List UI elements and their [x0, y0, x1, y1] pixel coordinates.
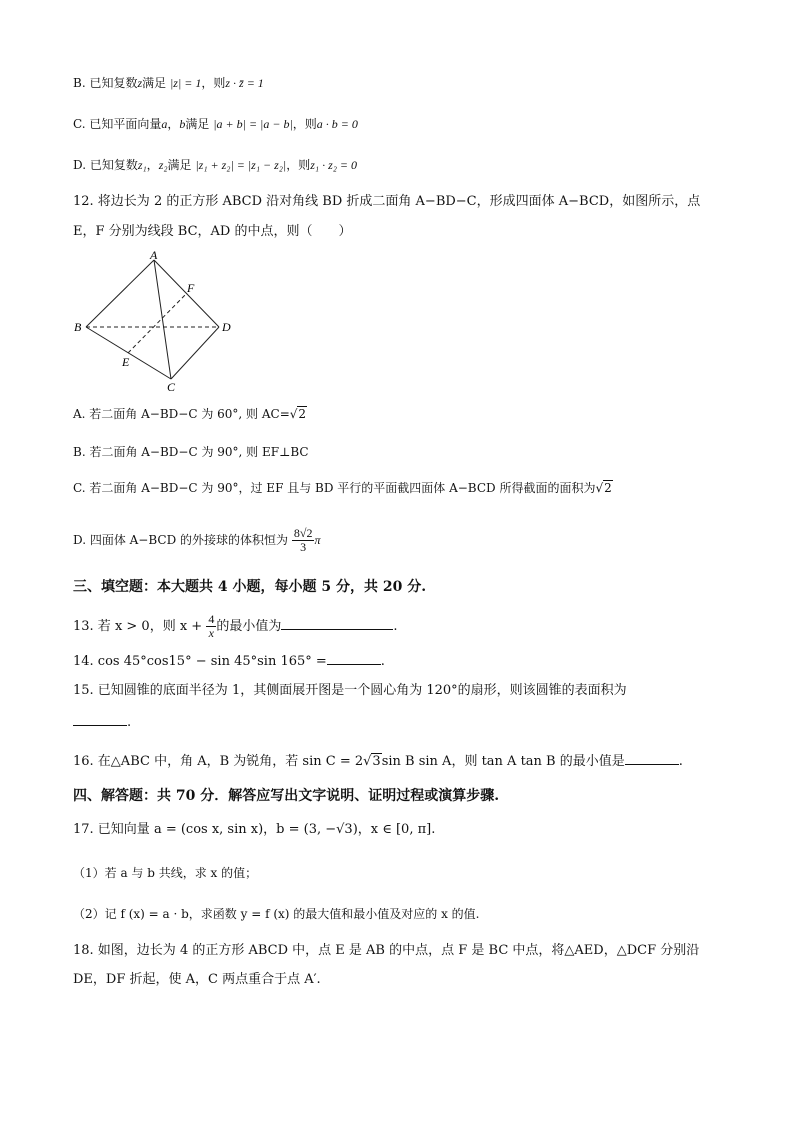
- q12d-text: D. 四面体 A−BCD 的外接球的体积恒为: [73, 533, 289, 547]
- label-d: D: [222, 320, 231, 334]
- q12a-text: A. 若二面角 A−BD−C 为 60°, 则 AC=: [73, 407, 290, 421]
- q11b-mid: 满足: [142, 76, 167, 90]
- q11d-z2: z₂: [158, 158, 168, 172]
- q12d-pi: π: [314, 533, 321, 547]
- label-f: F: [187, 281, 195, 295]
- q15-line2: [73, 711, 131, 732]
- sqrt-symbol: √: [595, 481, 604, 495]
- q11c-condition: |a + b| = |a − b|: [213, 117, 293, 131]
- q11c-mid: 满足: [185, 117, 210, 131]
- q13-fraction: [206, 613, 216, 640]
- q13-pre: 13. 若 x > 0，则 x +: [73, 619, 203, 634]
- label-b: B: [74, 320, 82, 334]
- q12-tetrahedron-figure: [70, 250, 240, 395]
- q13-end: .: [393, 619, 398, 634]
- q13-post: 的最小值为: [216, 619, 282, 634]
- q12c-text: C. 若二面角 A−BD−C 为 90°，过 EF 且与 BD 平行的平面截四面体 A−BCD 所得截面的面积为: [73, 481, 596, 495]
- q14-end: .: [380, 654, 385, 669]
- q12-stem-line2: E，F 分别为线段 BC，AD 的中点，则（ ）: [73, 224, 352, 239]
- q18-line2: DE，DF 折起，使 A，C 两点重合于点 A′.: [73, 972, 321, 987]
- q12-option-a: [73, 405, 307, 423]
- q16-pre: 16. 在△ABC 中，角 A，B 为锐角，若 sin C = 2: [73, 754, 364, 769]
- edge-cd: [171, 327, 219, 379]
- q14-answer-blank[interactable]: [327, 650, 381, 665]
- q17-stem: 17. 已知向量 a = (cos x, sin x)，b = (3, −√3)，x ∈ [0, π].: [73, 822, 436, 837]
- q15-line1: 15. 已知圆锥的底面半径为 1，其侧面展开图是一个圆心角为 120°的扇形，则该圆锥的表面积为: [73, 683, 627, 698]
- q11b-var: z: [137, 76, 143, 90]
- q13: [73, 613, 398, 640]
- q11c-vector-b: b: [179, 117, 186, 131]
- q11b-then: ，则: [201, 76, 226, 90]
- q12-option-b: B. 若二面角 A−BD−C 为 90°, 则 EF⊥BC: [73, 445, 309, 459]
- segment-ef-hidden: [128, 293, 187, 353]
- q15-answer-blank[interactable]: [73, 711, 127, 726]
- q11c-then: ，则: [292, 117, 317, 131]
- q11c-vector-a: a: [161, 117, 168, 131]
- q11c-conclusion: a · b = 0: [316, 117, 358, 131]
- edge-ac: [154, 260, 171, 379]
- sqrt-symbol: √: [363, 754, 372, 769]
- q11b-condition: |z| = 1: [169, 76, 202, 90]
- q12d-denominator: 3: [300, 540, 307, 554]
- q16-mid: sin B sin A，则 tan A tan B 的最小值是: [381, 754, 625, 769]
- q17-part1: （1）若 a 与 b 共线，求 x 的值；: [73, 866, 258, 880]
- q11d-condition: |z₁ + z₂| = |z₁ − z₂|: [195, 158, 287, 172]
- q11-option-c: [73, 115, 358, 133]
- q14-text: 14. cos 45°cos15° − sin 45°sin 165° =: [73, 654, 327, 669]
- q12a-sqrt-value: 2: [298, 407, 307, 421]
- q11d-then: ，则: [286, 158, 311, 172]
- label-a: A: [150, 250, 158, 262]
- q12-option-d: [73, 527, 320, 554]
- q11-option-b: [73, 74, 264, 92]
- section-4-heading: 四、解答题：共 70 分．解答应写出文字说明、证明过程或演算步骤.: [73, 788, 500, 804]
- q12c-sqrt-value: 2: [604, 481, 612, 495]
- q12-stem-line1: 12. 将边长为 2 的正方形 ABCD 沿对角线 BD 折成二面角 A−BD−C，形成四面体 A−BCD，如图所示，点: [73, 194, 701, 209]
- q11d-conclusion: z₁ · z₂ = 0: [310, 158, 358, 172]
- q11d-sep: ，: [146, 158, 159, 172]
- q11b-prefix: B. 已知复数: [73, 76, 138, 90]
- q17-part2: （2）记 f (x) = a · b，求函数 y = f (x) 的最大值和最小值及对应的 x 的值.: [73, 907, 480, 921]
- q12d-numerator: 8√2: [293, 526, 313, 540]
- q13-numerator: 4: [208, 612, 215, 626]
- q14: [73, 650, 385, 671]
- edge-ab: [86, 260, 154, 327]
- q16-sqrt-value: 3: [372, 754, 381, 769]
- q15-end: .: [127, 715, 132, 730]
- q16: [73, 750, 683, 771]
- q11c-prefix: C. 已知平面向量: [73, 117, 162, 131]
- section-3-heading: 三、填空题：本大题共 4 小题，每小题 5 分，共 20 分.: [73, 579, 427, 595]
- q11d-prefix: D. 已知复数: [73, 158, 138, 172]
- q13-denominator: x: [208, 626, 214, 640]
- q13-answer-blank[interactable]: [281, 615, 393, 630]
- q11c-sep: ，: [167, 117, 180, 131]
- label-e: E: [122, 355, 130, 369]
- sqrt-symbol: √: [289, 407, 298, 421]
- q12-option-c: [73, 479, 613, 497]
- q16-end: .: [678, 754, 683, 769]
- q12d-fraction: [292, 527, 315, 554]
- q16-answer-blank[interactable]: [625, 750, 679, 765]
- q11-option-d: [73, 156, 357, 174]
- q18-line1: 18. 如图，边长为 4 的正方形 ABCD 中，点 E 是 AB 的中点，点 F 是 BC 中点，将△AED，△DCF 分别沿: [73, 943, 700, 958]
- q11d-mid: 满足: [167, 158, 192, 172]
- label-c: C: [167, 380, 176, 394]
- q11b-conclusion: z · z̄ = 1: [225, 76, 264, 90]
- q11d-z1: z₁: [137, 158, 147, 172]
